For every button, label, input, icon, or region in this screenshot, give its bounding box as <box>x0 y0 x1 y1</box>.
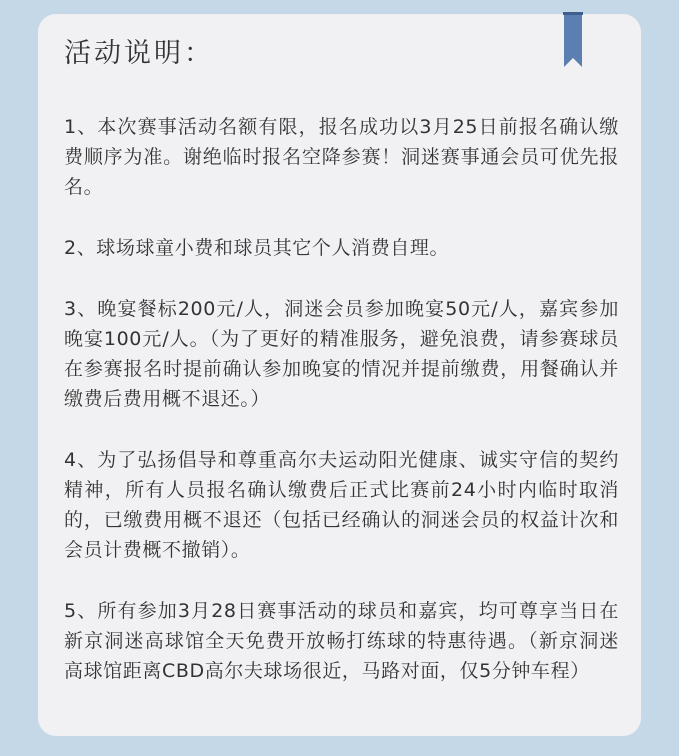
notice-item-1: 1、本次赛事活动名额有限，报名成功以3月25日前报名确认缴费顺序为准。谢绝临时报名空降参赛！洞迷赛事通会员可优先报名。 <box>64 116 619 198</box>
notice-title: 活动说明： <box>64 38 214 69</box>
notice-card <box>38 14 641 736</box>
notice-item-4: 4、为了弘扬倡导和尊重高尔夫运动阳光健康、诚实守信的契约精神，所有人员报名确认缴费后正式比赛前24小时内临时取消的，已缴费用概不退还（包括已经确认的洞迷会员的权益计次和会员计费概不撤销）。 <box>64 449 619 561</box>
notice-item-5: 5、所有参加3月28日赛事活动的球员和嘉宾，均可尊享当日在新京洞迷高球馆全天免费开放畅打练球的特惠待遇。（新京洞迷高球馆距离CBD高尔夫球场很近，马路对面，仅5分钟车程） <box>64 600 619 682</box>
notice-item-3: 3、晚宴餐标200元/人，洞迷会员参加晚宴50元/人，嘉宾参加晚宴100元/人。（为了更好的精准服务，避免浪费，请参赛球员在参赛报名时提前确认参加晚宴的情况并提前缴费，用餐确认并缴费后费用概不退还。） <box>64 298 619 410</box>
notice-item-2: 2、球场球童小费和球员其它个人消费自理。 <box>64 237 450 259</box>
bookmark-icon <box>563 12 583 69</box>
